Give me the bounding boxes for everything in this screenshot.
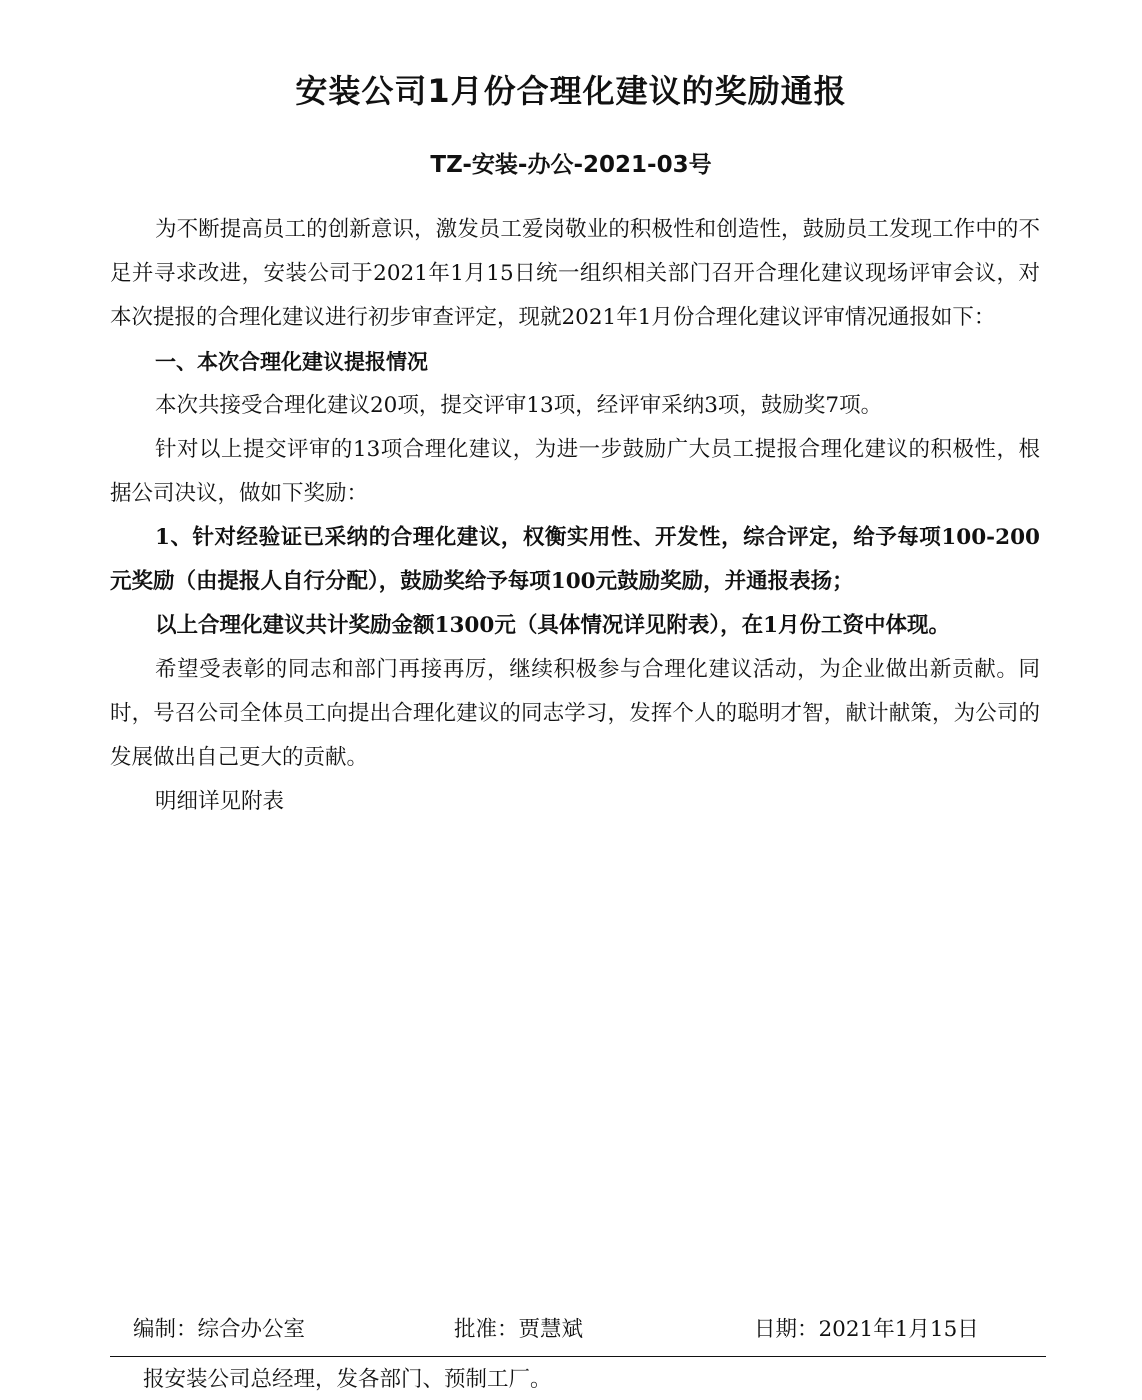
- reward-intro-paragraph: 针对以上提交评审的13项合理化建议，为进一步鼓励广大员工提报合理化建议的积极性，根据公司决议，做如下奖励：: [110, 437, 1040, 506]
- approved-by: 批准：贾慧斌: [454, 1317, 584, 1342]
- reward-total-paragraph: 以上合理化建议共计奖励金额1300元（具体情况详见附表），在1月份工资中体现。: [155, 613, 951, 638]
- footer-divider: [110, 1356, 1046, 1357]
- prepared-by: 编制：综合办公室: [133, 1317, 306, 1342]
- section-heading-1: 一、本次合理化建议提报情况: [155, 350, 428, 374]
- signature-footer: [0, 1312, 1142, 1352]
- submission-stats-paragraph: 本次共接受合理化建议20项，提交评审13项，经评审采纳3项，鼓励奖7项。: [155, 393, 883, 418]
- distribution-line: 报安装公司总经理，发各部门、预制工厂。: [143, 1367, 552, 1392]
- reward-item-1-paragraph: 1、针对经验证已采纳的合理化建议，权衡实用性、开发性，综合评定，给予每项100-200元奖励（由提报人自行分配），鼓励奖给予每项100元鼓励奖励，并通报表扬；: [110, 525, 1040, 594]
- issue-date: 日期：2021年1月15日: [754, 1317, 979, 1342]
- attachment-note: 明细详见附表: [155, 789, 285, 814]
- intro-paragraph: 为不断提高员工的创新意识，激发员工爱岗敬业的积极性和创造性，鼓励员工发现工作中的不足并寻求改进，安装公司于2021年1月15日统一组织相关部门召开合理化建议现场评审会议，对本次提报的合理化建议进行初步审查评定，现就2021年1月份合理化建议评审情况通报如下：: [110, 217, 1040, 330]
- closing-paragraph: 希望受表彰的同志和部门再接再厉，继续积极参与合理化建议活动，为企业做出新贡献。同时，号召公司全体员工向提出合理化建议的同志学习，发挥个人的聪明才智，献计献策，为公司的发展做出自己更大的贡献。: [110, 657, 1040, 770]
- document-body: [110, 208, 1040, 824]
- document-number: TZ-安装-办公-2021-03号: [430, 152, 712, 178]
- document-title: 安装公司1月份合理化建议的奖励通报: [295, 72, 847, 110]
